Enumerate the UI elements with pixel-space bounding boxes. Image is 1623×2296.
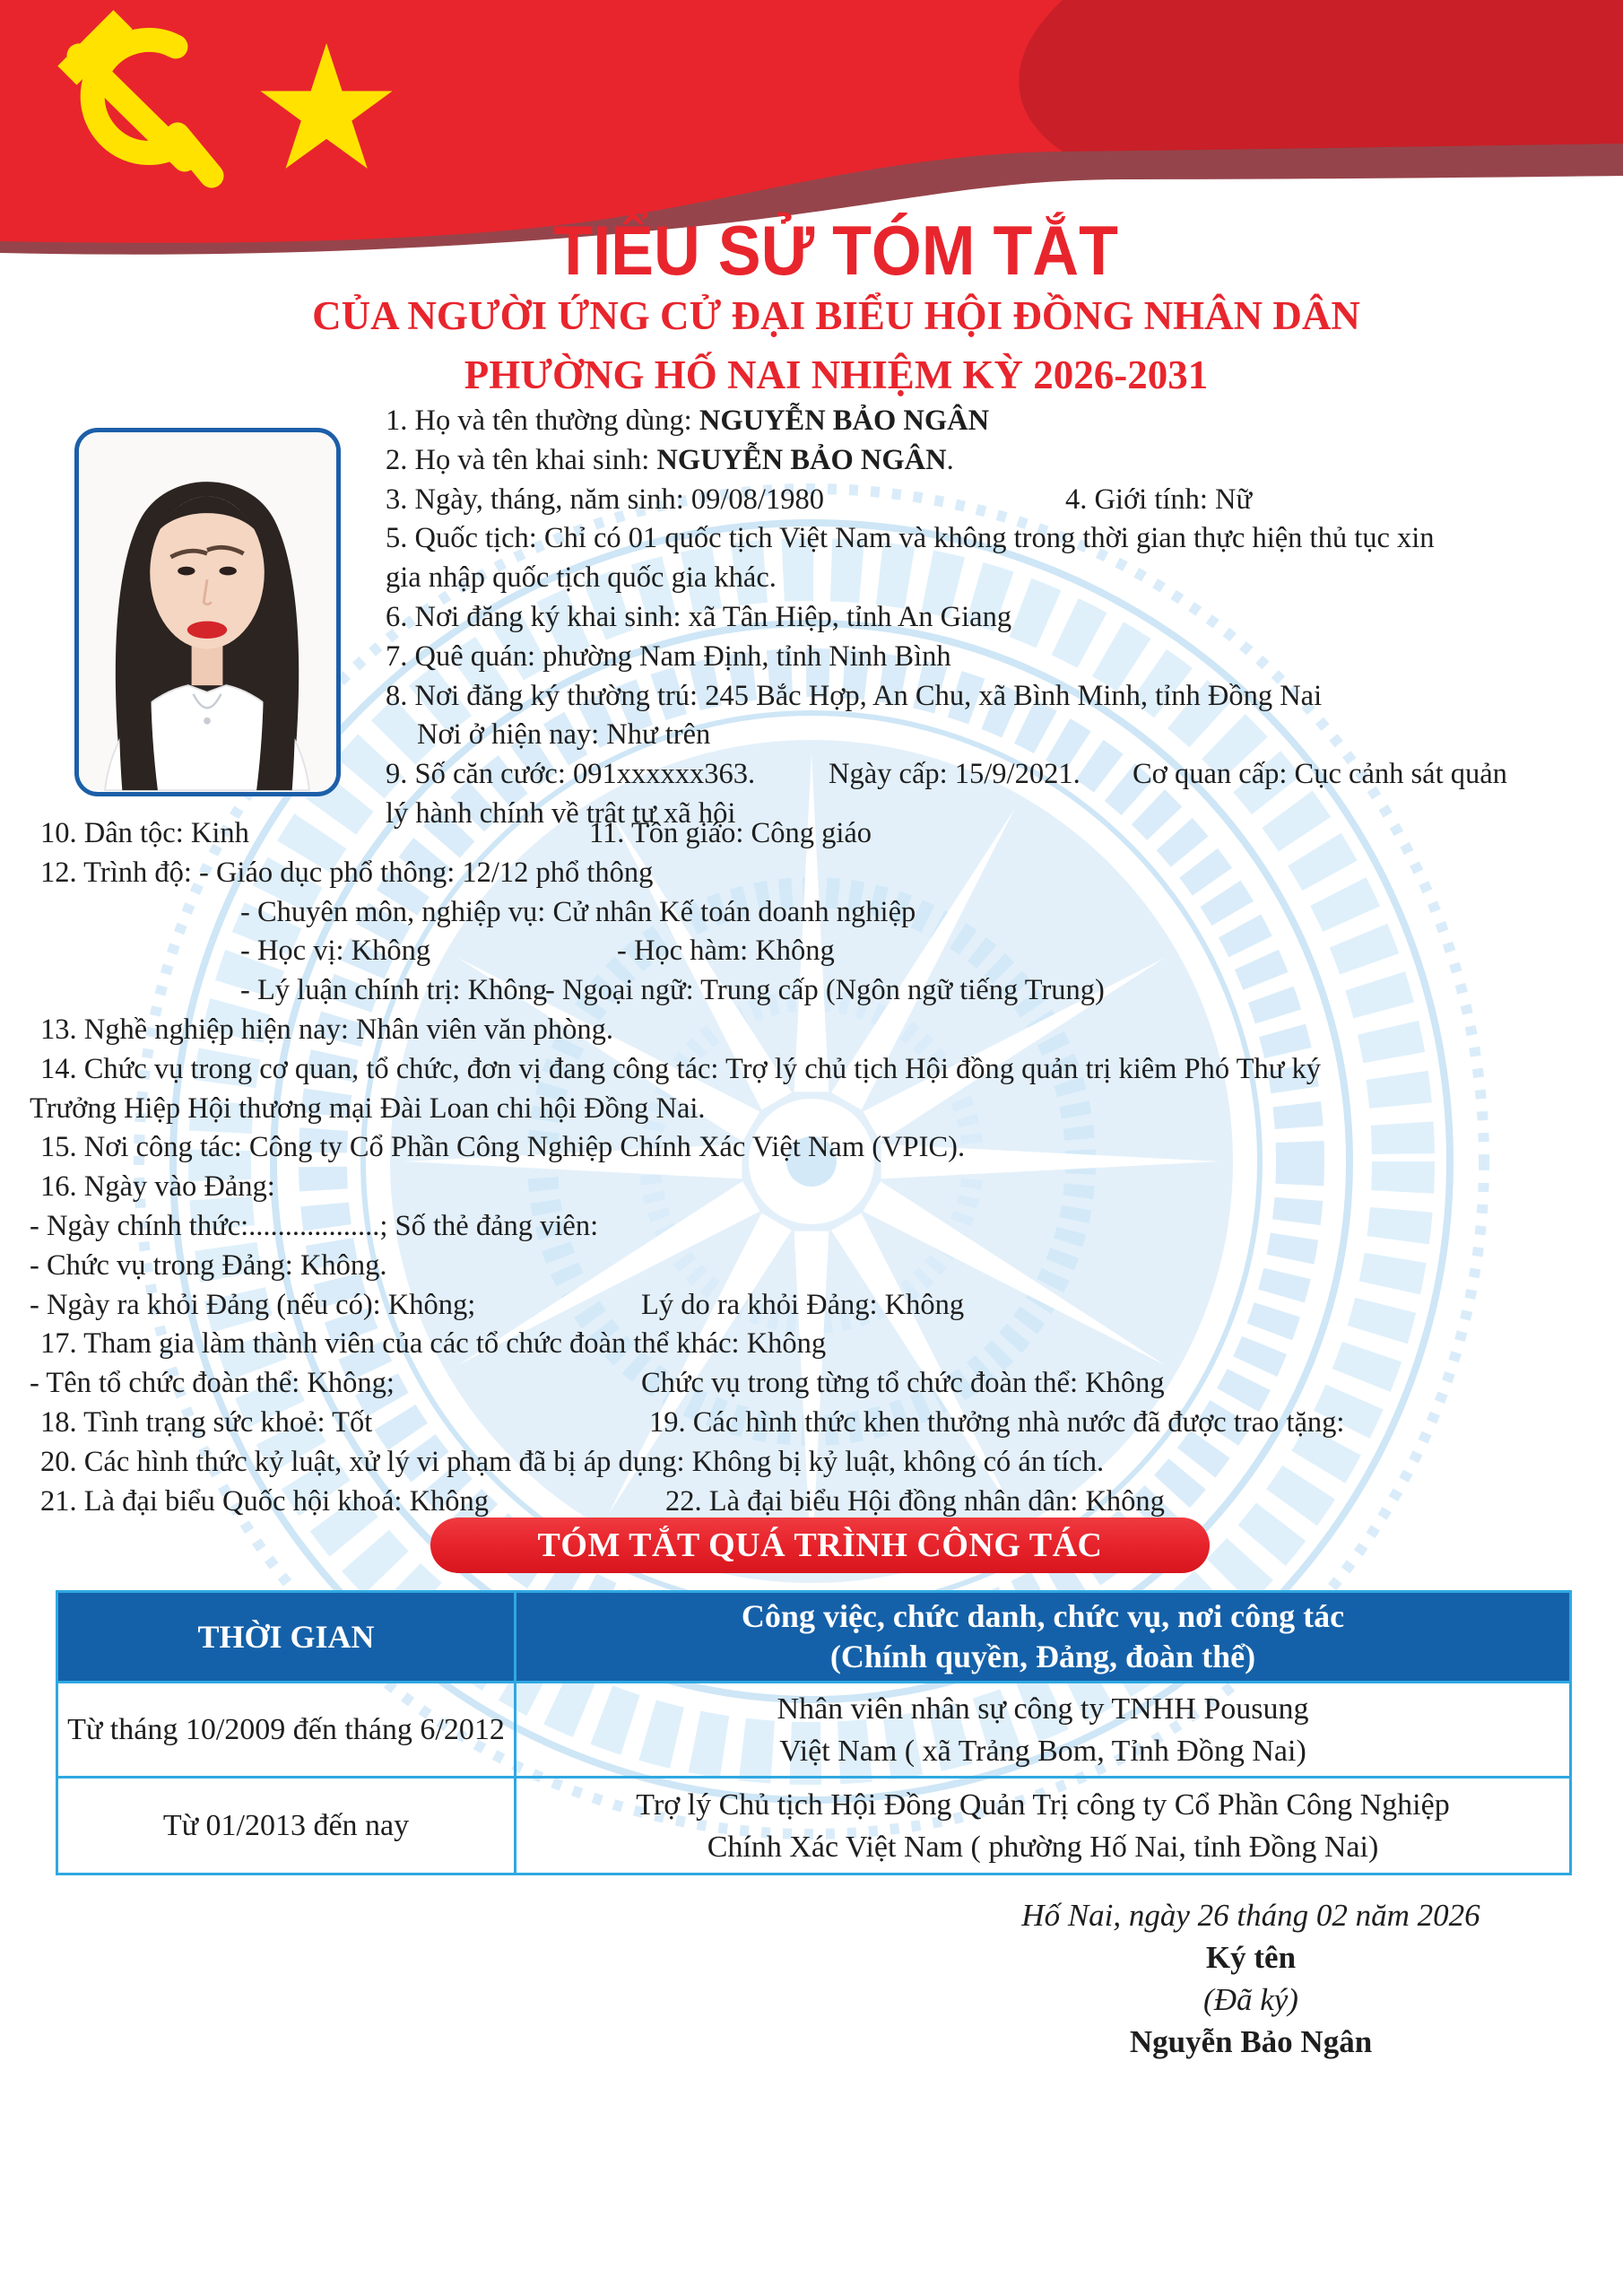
bio-text-segment: 21. Là đại biểu Quốc hội khoá: Không: [40, 1484, 490, 1518]
table-row-job-line: Chính Xác Việt Nam ( phường Hố Nai, tỉnh Đồng Nai): [707, 1830, 1379, 1864]
bio-text-segment: 15. Nơi công tác: Công ty Cổ Phần Công Nghiệp Chính Xác Việt Nam (VPIC).: [40, 1131, 966, 1164]
bio-line: [40, 1483, 1587, 1522]
bio-line: [386, 755, 1592, 795]
bio-text-segment: 18. Tình trạng sức khoẻ: Tốt: [40, 1405, 373, 1439]
table-row-job: [516, 1683, 1569, 1779]
bio-text-segment: 22. Là đại biểu Hội đồng nhân dân: Không: [665, 1484, 1165, 1518]
bio-text-segment: lý hành chính về trật tự xã hội: [386, 796, 736, 830]
bio-line: [30, 1090, 1587, 1129]
table-row-job: [516, 1779, 1569, 1873]
signature-place-date: Hố Nai, ngày 26 tháng 02 năm 2026: [1021, 1898, 1480, 1933]
table-row-job-line: Trợ lý Chủ tịch Hội Đồng Quản Trị công ty Cổ Phần Công Nghiệp: [636, 1787, 1450, 1822]
bio-line: [386, 441, 1592, 481]
signature-label: Ký tên: [1205, 1940, 1297, 1975]
bio-line: [30, 1247, 1587, 1286]
bio-text-segment: - Học vị: Không: [240, 935, 431, 968]
signer-name: Nguyễn Bảo Ngân: [1129, 2024, 1373, 2059]
bio-text-segment: 17. Tham gia làm thành viên của các tổ chức đoàn thể khác: Không: [40, 1327, 827, 1361]
bio-line: [386, 519, 1592, 559]
work-history-ribbon: TÓM TẮT QUÁ TRÌNH CÔNG TÁC: [430, 1518, 1210, 1573]
bio-text-segment: 1. Họ và tên thường dùng:: [386, 404, 699, 437]
bio-line: [386, 402, 1592, 441]
bio-text-segment: Nơi ở hiện nay: Như trên: [417, 718, 711, 752]
bio-line: [40, 1325, 1587, 1364]
bio-line: [30, 1286, 1587, 1326]
bio-text-segment: - Ngày chính thức:..................; Số thẻ đảng viên:: [30, 1209, 599, 1242]
signature-block: [915, 1894, 1587, 2063]
banner-fold-shade: [1019, 0, 1623, 152]
bio-line: [40, 1050, 1587, 1090]
table-row-job-line: Nhân viên nhân sự công ty TNHH Pousung: [777, 1692, 1309, 1726]
bio-text-segment: 8. Nơi đăng ký thường trú: 245 Bắc Hợp, An Chu, xã Bình Minh, tỉnh Đồng Nai: [386, 679, 1323, 712]
bio-line: [386, 716, 1592, 755]
bio-line: [30, 1364, 1587, 1404]
work-history-table: [56, 1590, 1572, 1875]
bio-line: [40, 1168, 1587, 1207]
page-title: TIỂU SỬ TÓM TẮT: [553, 211, 1119, 290]
bio-line: [386, 598, 1592, 638]
bio-text-segment: 5. Quốc tịch: Chỉ có 01 quốc tịch Việt Nam và không trong thời gian thực hiện thủ tục xin: [386, 522, 1435, 555]
table-header-job: Công việc, chức danh, chức vụ, nơi công tác (Chính quyền, Đảng, đoàn thể): [516, 1593, 1569, 1683]
bio-text-segment: - Ngày ra khỏi Đảng (nếu có): Không;: [30, 1288, 476, 1321]
bio-line: [30, 1207, 1587, 1247]
bio-text-segment: 14. Chức vụ trong cơ quan, tổ chức, đơn vị đang công tác: Trợ lý chủ tịch Hội đồng quản trị kiêm Phó Thư ký: [40, 1052, 1322, 1085]
bio-text-segment: 3. Ngày, tháng, năm sinh: 09/08/1980: [386, 483, 824, 516]
bio-text-segment: 11. Tôn giáo: Công giáo: [589, 817, 872, 849]
bio-text-segment: 13. Nghề nghiệp hiện nay: Nhân viên văn phòng.: [40, 1013, 614, 1046]
bio-text-segment: 10. Dân tộc: Kinh: [40, 817, 249, 849]
bio-text-segment: 9. Số căn cước: 091xxxxxx363.: [386, 758, 756, 791]
bio-text-segment: - Ngoại ngữ: Trung cấp (Ngôn ngữ tiếng Trung): [545, 974, 1105, 1007]
bio-text-segment: Lý do ra khỏi Đảng: Không: [641, 1288, 965, 1321]
bio-text-segment: Cơ quan cấp: Cục cảnh sát quản: [1133, 758, 1507, 791]
table-row-job-line: Việt Nam ( xã Trảng Bom, Tỉnh Đồng Nai): [779, 1734, 1306, 1768]
bio-section-right: [386, 402, 1592, 834]
bio-line: [40, 932, 1587, 971]
bio-line: [386, 559, 1592, 598]
star-icon: ★: [249, 9, 404, 209]
bio-text-segment: - Tên tổ chức đoàn thể: Không;: [30, 1367, 395, 1400]
bio-text-segment: 19. Các hình thức khen thưởng nhà nước đã được trao tặng:: [649, 1405, 1345, 1439]
bio-line: [40, 1011, 1587, 1050]
page-subtitle-2: PHƯỜNG HỐ NAI NHIỆM KỲ 2026-2031: [464, 352, 1209, 397]
candidate-photo-frame: [74, 428, 341, 796]
table-row-time: Từ tháng 10/2009 đến tháng 6/2012: [58, 1683, 516, 1779]
bio-text-segment: 12. Trình độ: - Giáo dục phổ thông: 12/12 phổ thông: [40, 856, 654, 889]
candidate-portrait: [79, 432, 336, 792]
bio-text-segment: - Lý luận chính trị: Không: [240, 974, 548, 1007]
bio-line: [40, 1404, 1587, 1443]
bio-text-segment: 7. Quê quán: phường Nam Định, tỉnh Ninh Bình: [386, 639, 951, 673]
page-subtitle-1: CỦA NGƯỜI ỨNG CỬ ĐẠI BIỂU HỘI ĐỒNG NHÂN DÂN: [312, 293, 1360, 338]
bio-line: [386, 677, 1592, 717]
bio-text-segment: gia nhập quốc tịch quốc gia khác.: [386, 561, 777, 595]
bio-text-segment: - Chuyên môn, nghiệp vụ: Cử nhân Kế toán doanh nghiệp: [240, 895, 916, 928]
bio-line: [40, 814, 1587, 854]
bio-section-full: [30, 814, 1587, 1521]
bio-text-segment: - Học hàm: Không: [617, 935, 835, 968]
bio-line: [40, 893, 1587, 933]
bio-text-segment: - Chức vụ trong Đảng: Không.: [30, 1248, 387, 1282]
bio-line: [40, 854, 1587, 893]
table-row-time: Từ 01/2013 đến nay: [58, 1779, 516, 1873]
bio-text-segment: .: [946, 443, 954, 476]
bio-text-segment: 4. Giới tính: Nữ: [1065, 483, 1253, 516]
bio-text-segment: NGUYỄN BẢO NGÂN: [699, 404, 990, 437]
bio-line: [40, 971, 1587, 1011]
bio-text-segment: 6. Nơi đăng ký khai sinh: xã Tân Hiệp, tỉnh An Giang: [386, 600, 1012, 633]
table-header-time: THỜI GIAN: [58, 1593, 516, 1683]
bio-text-segment: Chức vụ trong từng tổ chức đoàn thể: Không: [641, 1367, 1165, 1400]
signed-note: (Đã ký): [1203, 1982, 1298, 2017]
bio-line: [386, 481, 1592, 520]
bio-text-segment: NGUYỄN BẢO NGÂN: [656, 443, 947, 476]
bio-text-segment: Ngày cấp: 15/9/2021.: [829, 758, 1081, 791]
bio-text-segment: 16. Ngày vào Đảng:: [40, 1170, 275, 1204]
bio-line: [40, 1128, 1587, 1168]
bio-text-segment: 20. Các hình thức kỷ luật, xử lý vi phạm đã bị áp dụng: Không bị kỷ luật, không có án tích.: [40, 1445, 1105, 1478]
bio-line: [40, 1443, 1587, 1483]
bio-line: [386, 638, 1592, 677]
bio-text-segment: 2. Họ và tên khai sinh:: [386, 443, 657, 476]
bio-text-segment: Trưởng Hiệp Hội thương mại Đài Loan chi hội Đồng Nai.: [30, 1091, 706, 1125]
